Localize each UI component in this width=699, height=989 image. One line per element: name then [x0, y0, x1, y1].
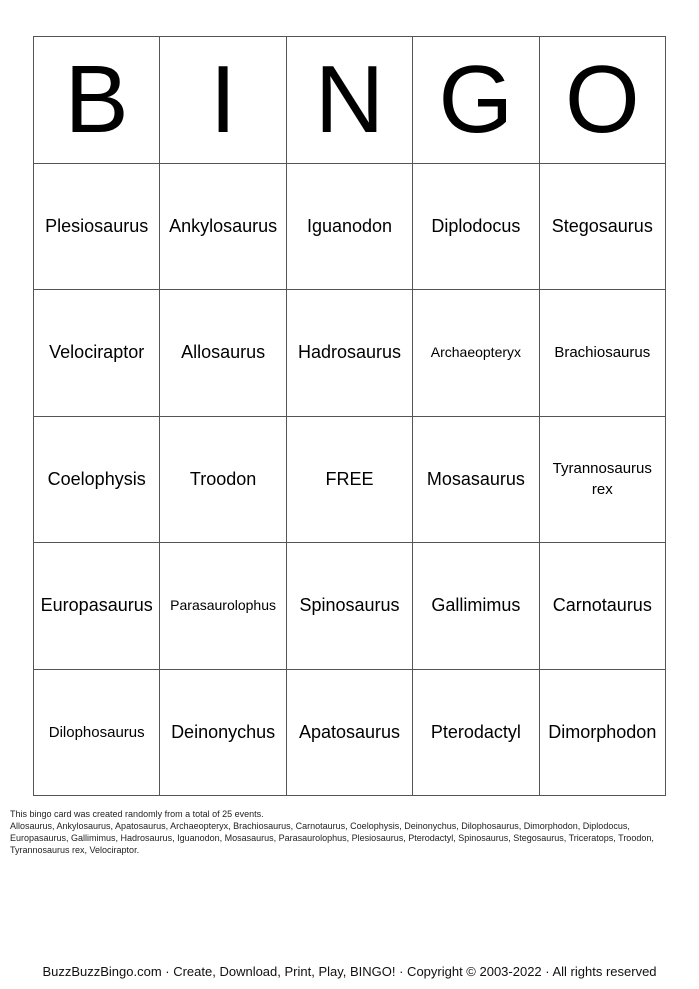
cell-text: Stegosaurus: [551, 215, 653, 236]
free-space-text: FREE: [325, 468, 374, 489]
cell-text: Allosaurus: [181, 342, 266, 363]
free-space-cell: [287, 417, 413, 544]
cell-text: Ankylosaurus: [169, 215, 278, 236]
bingo-cell: [160, 290, 286, 417]
cell-text: Iguanodon: [306, 215, 393, 236]
cell-text: Carnotaurus: [552, 595, 652, 616]
bingo-cell: [413, 670, 539, 797]
cell-text: Europasaurus: [40, 595, 153, 616]
bingo-cell: [160, 670, 286, 797]
header-letter-b: B: [34, 37, 160, 164]
cell-text: Gallimimus: [431, 595, 521, 616]
cell-text: Deinonychus: [171, 721, 276, 742]
bingo-cell: [540, 543, 666, 670]
cell-text: Pterodactyl: [430, 721, 521, 742]
card-info-summary: This bingo card was created randomly from a total of 25 events.: [10, 809, 264, 819]
site-footer: BuzzBuzzBingo.com · Create, Download, Print, Play, BINGO! · Copyright © 2003-2022 · All rights reserved: [42, 964, 657, 979]
bingo-cell: [34, 417, 160, 544]
bingo-cell: [160, 164, 286, 291]
cell-text: Dimorphodon: [548, 721, 657, 742]
cell-text: Spinosaurus: [299, 595, 400, 616]
bingo-cell: [160, 417, 286, 544]
bingo-cell: [413, 290, 539, 417]
event-list: Allosaurus, Ankylosaurus, Apatosaurus, Archaeopteryx, Brachiosaurus, Carnotaurus, Coelophysis, Deinonychus, Dilophosaurus, Dimorphodon, Diplodocus, Europasaurus, Gallimimus, Hadrosaurus, Iguanodon, Mosasaurus, Parasaurolophus, Plesiosaurus, Pterodactyl, Spinosaurus, Stegosaurus, Triceratops, Troodon, Tyrannosaurus rex, Velociraptor.: [10, 821, 654, 855]
header-letter-g: G: [413, 37, 539, 164]
bingo-cell: [540, 417, 666, 544]
bingo-cell: [540, 670, 666, 797]
cell-text: Parasaurolophus: [170, 597, 277, 614]
card-info-note: [10, 808, 690, 856]
header-letter-i: I: [160, 37, 286, 164]
cell-text: Mosasaurus: [426, 468, 525, 489]
bingo-cell: [160, 543, 286, 670]
bingo-cell: [540, 290, 666, 417]
cell-text: Velociraptor: [49, 342, 145, 363]
bingo-cell: [34, 290, 160, 417]
cell-text: Diplodocus: [431, 215, 521, 236]
cell-text: Plesiosaurus: [45, 215, 149, 236]
bingo-cell: [413, 164, 539, 291]
bingo-cell: [413, 543, 539, 670]
cell-text: Dilophosaurus: [48, 723, 145, 741]
bingo-cell: [34, 164, 160, 291]
bingo-cell: [413, 417, 539, 544]
cell-text: Troodon: [189, 468, 257, 489]
bingo-cell: [540, 164, 666, 291]
bingo-cell: [34, 543, 160, 670]
cell-text: Hadrosaurus: [297, 342, 402, 363]
header-letter-o: O: [540, 37, 666, 164]
bingo-cell: [287, 290, 413, 417]
cell-text: Brachiosaurus: [554, 344, 651, 362]
bingo-cell: [287, 543, 413, 670]
cell-text: Archaeopteryx: [430, 344, 522, 361]
bingo-card: [33, 36, 666, 796]
bingo-cell: [287, 670, 413, 797]
bingo-cell: [287, 164, 413, 291]
cell-text: Tyrannosaurus rex: [552, 460, 652, 499]
cell-text: Coelophysis: [47, 468, 146, 489]
cell-text: Apatosaurus: [298, 721, 401, 742]
bingo-cell: [34, 670, 160, 797]
header-letter-n: N: [287, 37, 413, 164]
